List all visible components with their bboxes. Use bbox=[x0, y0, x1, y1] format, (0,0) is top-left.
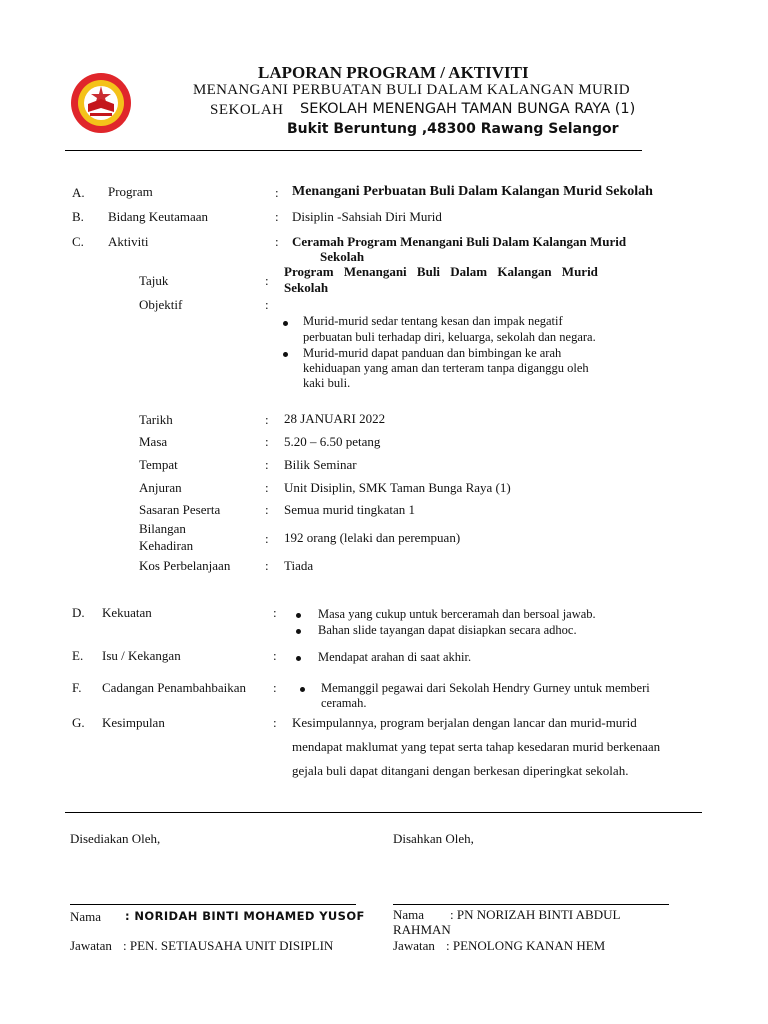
section-b-letter: B. bbox=[72, 209, 84, 224]
approved-jawatan-value: : PENOLONG KANAN HEM bbox=[446, 938, 606, 953]
prepared-signature-line bbox=[70, 904, 356, 905]
masa-colon: : bbox=[265, 434, 269, 449]
bilangan-value: 192 orang (lelaki dan perempuan) bbox=[284, 530, 461, 545]
objektif-label: Objektif bbox=[139, 297, 183, 312]
cadangan-item-line2: ceramah. bbox=[321, 696, 367, 710]
tarikh-colon: : bbox=[265, 412, 269, 427]
kos-colon: : bbox=[265, 558, 269, 573]
isu-item-1: Mendapat arahan di saat akhir. bbox=[318, 650, 472, 664]
objektif-bullet-1 bbox=[283, 321, 288, 326]
section-d-label: Kekuatan bbox=[102, 605, 152, 620]
tempat-value: Bilik Seminar bbox=[284, 457, 357, 472]
prepared-jawatan-label: Jawatan bbox=[70, 938, 112, 953]
section-c-value-line2: Sekolah bbox=[320, 249, 365, 264]
tajuk-colon: : bbox=[265, 273, 269, 288]
prepared-nama-value: : NORIDAH BINTI MOHAMED YUSOF bbox=[125, 909, 365, 923]
bilangan-label-line2: Kehadiran bbox=[139, 538, 194, 553]
kos-label: Kos Perbelanjaan bbox=[139, 558, 231, 573]
section-b-value: Disiplin -Sahsiah Diri Murid bbox=[292, 209, 442, 224]
section-f-label: Cadangan Penambahbaikan bbox=[102, 680, 247, 695]
masa-value: 5.20 – 6.50 petang bbox=[284, 434, 381, 449]
kesimpulan-line2: mendapat maklumat yang tepat serta tahap kesedaran murid berkenaan bbox=[292, 739, 661, 754]
bilangan-label-line1: Bilangan bbox=[139, 521, 186, 536]
kekuatan-item-1: Masa yang cukup untuk berceramah dan bersoal jawab. bbox=[318, 607, 596, 621]
kekuatan-item-2: Bahan slide tayangan dapat disiapkan secara adhoc. bbox=[318, 623, 577, 637]
bilangan-colon: : bbox=[265, 531, 269, 546]
sasaran-value: Semua murid tingkatan 1 bbox=[284, 502, 416, 517]
cadangan-item-line1: Memanggil pegawai dari Sekolah Hendry Gurney untuk memberi bbox=[321, 681, 650, 695]
school-name: SEKOLAH MENENGAH TAMAN BUNGA RAYA (1) bbox=[300, 101, 636, 117]
kekuatan-bullet-2 bbox=[296, 629, 301, 634]
section-e-letter: E. bbox=[72, 648, 84, 663]
section-c-colon: : bbox=[275, 234, 279, 249]
kesimpulan-line1: Kesimpulannya, program berjalan dengan lancar dan murid-murid bbox=[292, 715, 637, 730]
section-c-label: Aktiviti bbox=[108, 234, 149, 249]
objektif-2-line2: kehiduapan yang aman dan terteram tanpa diganggu oleh bbox=[303, 361, 589, 375]
school-address: Bukit Beruntung ,48300 Rawang Selangor bbox=[287, 121, 619, 137]
tempat-colon: : bbox=[265, 457, 269, 472]
tempat-label: Tempat bbox=[139, 457, 178, 472]
section-e-colon: : bbox=[273, 648, 277, 663]
section-g-label: Kesimpulan bbox=[102, 715, 165, 730]
objektif-1-line2: perbuatan buli terhadap diri, keluarga, sekolah dan negara. bbox=[303, 330, 596, 344]
kekuatan-bullet-1 bbox=[296, 613, 301, 618]
tajuk-label: Tajuk bbox=[139, 273, 169, 288]
approved-nama-value-line1: : PN NORIZAH BINTI ABDUL bbox=[450, 907, 621, 922]
objektif-1-line1: Murid-murid sedar tentang kesan dan impak negatif bbox=[303, 314, 563, 328]
anjuran-label: Anjuran bbox=[139, 480, 182, 495]
section-f-letter: F. bbox=[72, 680, 82, 695]
tarikh-label: Tarikh bbox=[139, 412, 173, 427]
section-c-letter: C. bbox=[72, 234, 84, 249]
section-b-colon: : bbox=[275, 209, 279, 224]
report-title: LAPORAN PROGRAM / AKTIVITI bbox=[258, 63, 529, 82]
objektif-colon: : bbox=[265, 297, 269, 312]
isu-bullet-1 bbox=[296, 656, 301, 661]
header-divider bbox=[65, 150, 642, 151]
section-d-colon: : bbox=[273, 605, 277, 620]
approved-nama-value-line2: RAHMAN bbox=[393, 922, 451, 937]
section-e-label: Isu / Kekangan bbox=[102, 648, 181, 663]
tajuk-value-line1: Program Menangani Buli Dalam Kalangan Murid bbox=[284, 264, 598, 279]
sasaran-label: Sasaran Peserta bbox=[139, 502, 221, 517]
objektif-bullet-2 bbox=[283, 352, 288, 357]
approved-signature-line bbox=[393, 904, 669, 905]
prepared-by-heading: Disediakan Oleh, bbox=[70, 831, 161, 846]
footer-divider bbox=[65, 812, 702, 813]
cadangan-bullet-1 bbox=[300, 687, 305, 692]
section-a-letter: A. bbox=[72, 185, 85, 200]
section-f-colon: : bbox=[273, 680, 277, 695]
approved-jawatan-label: Jawatan bbox=[393, 938, 435, 953]
section-g-colon: : bbox=[273, 715, 277, 730]
prepared-nama-label: Nama bbox=[70, 909, 102, 924]
section-a-label: Program bbox=[108, 184, 153, 199]
report-subtitle: MENANGANI PERBUATAN BULI DALAM KALANGAN MURID bbox=[193, 82, 630, 98]
prepared-jawatan-value: : PEN. SETIAUSAHA UNIT DISIPLIN bbox=[123, 938, 334, 953]
section-a-colon: : bbox=[275, 185, 279, 200]
kos-value: Tiada bbox=[284, 558, 314, 573]
section-d-letter: D. bbox=[72, 605, 85, 620]
school-prefix: SEKOLAH bbox=[210, 102, 284, 118]
objektif-2-line1: Murid-murid dapat panduan dan bimbingan ke arah bbox=[303, 346, 562, 360]
approved-nama-label: Nama bbox=[393, 907, 425, 922]
section-a-value: Menangani Perbuatan Buli Dalam Kalangan Murid Sekolah bbox=[292, 184, 653, 199]
section-g-letter: G. bbox=[72, 715, 85, 730]
masa-label: Masa bbox=[139, 434, 168, 449]
objektif-2-line3: kaki buli. bbox=[303, 376, 351, 390]
tarikh-value: 28 JANUARI 2022 bbox=[284, 411, 386, 426]
tajuk-value-line2: Sekolah bbox=[284, 280, 329, 295]
sasaran-colon: : bbox=[265, 502, 269, 517]
school-logo bbox=[70, 72, 132, 134]
approved-by-heading: Disahkan Oleh, bbox=[393, 831, 474, 846]
anjuran-colon: : bbox=[265, 480, 269, 495]
section-b-label: Bidang Keutamaan bbox=[108, 209, 208, 224]
anjuran-value: Unit Disiplin, SMK Taman Bunga Raya (1) bbox=[284, 480, 511, 495]
kesimpulan-line3: gejala buli dapat ditangani dengan berkesan diperingkat sekolah. bbox=[292, 763, 629, 778]
section-c-value-line1: Ceramah Program Menangani Buli Dalam Kalangan Murid bbox=[292, 234, 627, 249]
